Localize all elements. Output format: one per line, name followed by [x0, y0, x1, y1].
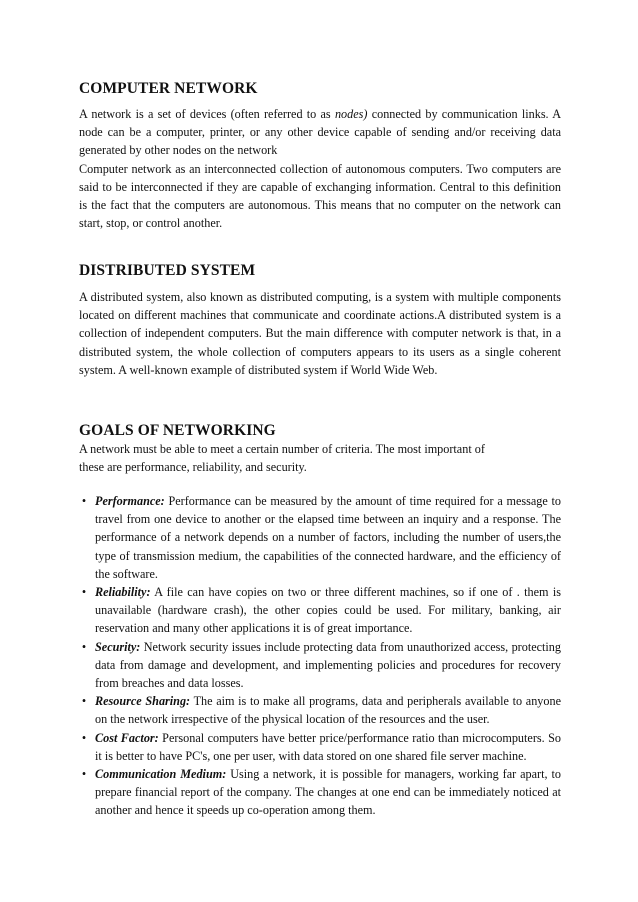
- distributed-system-paragraph: A distributed system, also known as distributed computing, is a system with multiple components located on different machines that communicate and coordinate actions.A distributed system is a collection of independent computers. But the main difference with computer network is that, in a distributed system, the whole collection of computers appears to its users as a single coherent system. A well-known example of distributed system if World Wide Web.: [79, 290, 561, 377]
- network-definition-paragraph: [79, 105, 561, 160]
- heading-goals-of-networking: GOALS OF NETWORKING: [79, 422, 276, 439]
- computer-network-paragraph: Computer network as an interconnected collection of autonomous computers. Two computers are said to be interconnected if they are capable of exchanging information. Central to this definition is the fact that the computers are autonomous. This means that no computer on the network can start, stop, or control another.: [79, 161, 561, 231]
- goal-term: Communication Medium:: [95, 767, 227, 782]
- goal-text: Performance can be measured by the amount of time required for a message to travel from one device to another or the elapsed time between an inquiry and a response. The performance of a network depends on a number of factors, including the number of users,the type of transmission medium, the capabilities of the connected hardware, and the efficiency of the software.: [95, 494, 561, 581]
- heading-distributed-system: DISTRIBUTED SYSTEM: [79, 262, 256, 279]
- goal-text: Personal computers have better price/performance ratio than microcomputers. So it is better to have PC's, one per user, with data stored on one shared file server machine.: [95, 730, 561, 763]
- goal-text: A file can have copies on two or three different machines, so if one of . them is unavailable (hardware crash), the other copies could be used. For military, banking, air reservation and many other applications it is of great importance.: [95, 585, 561, 636]
- goals-list: [79, 492, 561, 820]
- nodes-emphasis: nodes): [334, 107, 368, 121]
- goal-text: Network security issues include protecting data from unauthorized access, protecting data from damage and development, and implementing policies and procedures for recovery from breaches and data losses.: [95, 639, 561, 691]
- goal-term: Cost Factor:: [95, 730, 159, 745]
- list-item: [79, 492, 561, 583]
- bullet-icon: •: [81, 694, 87, 709]
- bullet-icon: •: [81, 585, 87, 600]
- bullet-icon: •: [81, 494, 87, 508]
- list-item: [79, 638, 561, 693]
- list-item: [79, 583, 561, 638]
- bullet-icon: •: [81, 767, 87, 782]
- goal-text: The aim is to make all programs, data and peripherals available to anyone on the network irrespective of the physical location of the resources and the user.: [95, 694, 561, 727]
- goals-intro-line-1: A network must be able to meet a certain number of criteria. The most important of: [79, 442, 485, 456]
- goals-intro: [79, 440, 561, 476]
- goal-text: Using a network, it is possible for managers, working far apart, to prepare financial report of the company. The changes at one end can be immediately noticed at another and hence it speeds up co-operation among them.: [95, 767, 561, 818]
- list-item: [79, 765, 561, 820]
- goal-term: Performance:: [95, 494, 165, 508]
- list-item: [79, 729, 561, 765]
- computer-network-body: [79, 105, 561, 232]
- text-run: connected by communication links. A node can be a computer, printer, or any other device capable of sending and/or receiving data generated by other nodes on the network: [79, 107, 561, 158]
- goals-intro-line-2: these are performance, reliability, and security.: [79, 460, 307, 475]
- heading-computer-network: COMPUTER NETWORK: [79, 80, 258, 97]
- text-run: A network is a set of devices (often referred to as: [79, 107, 335, 121]
- goal-term: Security:: [95, 639, 141, 654]
- bullet-icon: •: [81, 639, 87, 654]
- goal-term: Resource Sharing:: [95, 694, 191, 709]
- list-item: [79, 692, 561, 728]
- goal-term: Reliability:: [95, 585, 151, 600]
- bullet-icon: •: [81, 730, 87, 745]
